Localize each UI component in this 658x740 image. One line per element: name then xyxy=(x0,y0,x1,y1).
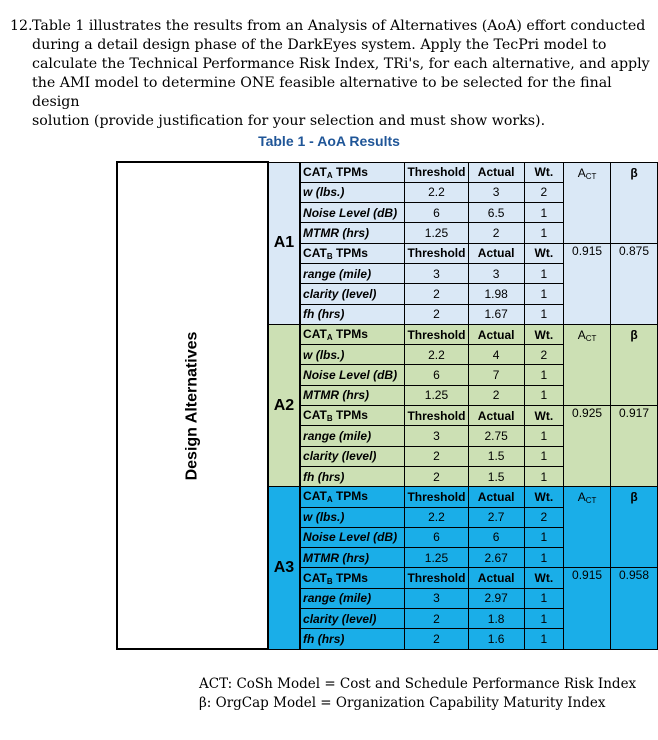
tpm-name: range (mile) xyxy=(300,263,405,283)
threshold-value: 3 xyxy=(405,263,468,283)
beta-header: β xyxy=(611,324,658,405)
question-line: calculate the Technical Performance Risk Index, TRi's, for each alternative, and apply xyxy=(32,56,650,72)
weight-value: 1 xyxy=(524,223,563,243)
question-line: during a detail design phase of the DarkEyes system. Apply the TecPri model to xyxy=(32,37,607,53)
act-header: $A_{CT}$ xyxy=(564,162,611,243)
tpm-name: fh (hrs) xyxy=(300,304,405,324)
column-header-threshold: Threshold xyxy=(405,243,468,263)
weight-value: 1 xyxy=(524,203,563,223)
column-header-threshold: Threshold xyxy=(405,568,468,588)
threshold-value: 2 xyxy=(405,446,468,466)
column-header-threshold: Threshold xyxy=(405,487,468,507)
beta-value: 0.958 xyxy=(611,568,658,649)
tpm-name: w (lbs.) xyxy=(300,345,405,365)
legend-beta: β: OrgCap Model = Organization Capability Maturity Index xyxy=(199,695,606,711)
actual-value: 6 xyxy=(468,527,524,547)
category-header: $CAT_A$ TPMs xyxy=(300,324,405,344)
threshold-value: 2.2 xyxy=(405,345,468,365)
tpm-name: clarity (level) xyxy=(300,609,405,629)
column-header-actual: Actual xyxy=(468,324,524,344)
threshold-value: 1.25 xyxy=(405,385,468,405)
question-line: the AMI model to determine ONE feasible alternative to be selected for the final design xyxy=(32,75,612,110)
column-header-actual: Actual xyxy=(468,487,524,507)
actual-value: 4 xyxy=(468,345,524,365)
threshold-value: 1.25 xyxy=(405,223,468,243)
threshold-value: 6 xyxy=(405,527,468,547)
weight-value: 1 xyxy=(524,629,563,649)
weight-value: 1 xyxy=(524,588,563,608)
actual-value: 2 xyxy=(468,385,524,405)
actual-value: 1.5 xyxy=(468,466,524,486)
weight-value: 2 xyxy=(524,182,563,202)
tpm-name: w (lbs.) xyxy=(300,182,405,202)
actual-value: 2.97 xyxy=(468,588,524,608)
category-header: $CAT_B$ TPMs xyxy=(300,568,405,588)
column-header-actual: Actual xyxy=(468,406,524,426)
beta-value: 0.917 xyxy=(611,406,658,487)
actual-value: 3 xyxy=(468,182,524,202)
threshold-value: 2 xyxy=(405,629,468,649)
column-header-wt: Wt. xyxy=(524,324,563,344)
beta-value: 0.875 xyxy=(611,243,658,324)
actual-value: 3 xyxy=(468,263,524,283)
actual-value: 1.98 xyxy=(468,284,524,304)
actual-value: 1.67 xyxy=(468,304,524,324)
tpm-name: MTMR (hrs) xyxy=(300,385,405,405)
vertical-label-text: Design Alternatives xyxy=(183,331,201,480)
beta-header: β xyxy=(611,487,658,568)
actual-value: 1.5 xyxy=(468,446,524,466)
table-row xyxy=(117,162,658,182)
beta-header: β xyxy=(611,162,658,243)
tpm-name: fh (hrs) xyxy=(300,629,405,649)
table-title: Table 1 - AoA Results xyxy=(258,133,400,149)
actual-value: 2.67 xyxy=(468,548,524,568)
weight-value: 1 xyxy=(524,466,563,486)
threshold-value: 2 xyxy=(405,466,468,486)
actual-value: 7 xyxy=(468,365,524,385)
question-line: Table 1 illustrates the results from an Analysis of Alternatives (AoA) effort conducted xyxy=(32,18,646,34)
column-header-actual: Actual xyxy=(468,162,524,182)
threshold-value: 2 xyxy=(405,304,468,324)
weight-value: 2 xyxy=(524,507,563,527)
column-header-actual: Actual xyxy=(468,243,524,263)
threshold-value: 3 xyxy=(405,588,468,608)
act-value: 0.915 xyxy=(564,243,611,324)
vertical-label xyxy=(117,162,268,649)
tpm-name: w (lbs.) xyxy=(300,507,405,527)
weight-value: 1 xyxy=(524,446,563,466)
tpm-name: Noise Level (dB) xyxy=(300,203,405,223)
column-header-wt: Wt. xyxy=(524,487,563,507)
tpm-name: MTMR (hrs) xyxy=(300,223,405,243)
column-header-wt: Wt. xyxy=(524,162,563,182)
tpm-name: Noise Level (dB) xyxy=(300,365,405,385)
act-header: $A_{CT}$ xyxy=(564,324,611,405)
actual-value: 1.8 xyxy=(468,609,524,629)
question-text xyxy=(10,17,650,131)
column-header-threshold: Threshold xyxy=(405,162,468,182)
alternative-name: A3 xyxy=(268,487,300,649)
weight-value: 1 xyxy=(524,527,563,547)
threshold-value: 2 xyxy=(405,284,468,304)
actual-value: 2.7 xyxy=(468,507,524,527)
weight-value: 2 xyxy=(524,345,563,365)
question-number: 12. xyxy=(10,18,33,34)
column-header-threshold: Threshold xyxy=(405,324,468,344)
tpm-name: Noise Level (dB) xyxy=(300,527,405,547)
question-body xyxy=(32,17,650,131)
tpm-name: clarity (level) xyxy=(300,284,405,304)
aoa-results-table xyxy=(116,161,658,650)
column-header-threshold: Threshold xyxy=(405,406,468,426)
actual-value: 6.5 xyxy=(468,203,524,223)
tpm-name: range (mile) xyxy=(300,426,405,446)
weight-value: 1 xyxy=(524,263,563,283)
threshold-value: 3 xyxy=(405,426,468,446)
category-header: $CAT_B$ TPMs xyxy=(300,406,405,426)
actual-value: 2 xyxy=(468,223,524,243)
actual-value: 2.75 xyxy=(468,426,524,446)
column-header-actual: Actual xyxy=(468,568,524,588)
alternative-name: A2 xyxy=(268,324,300,486)
category-header: $CAT_A$ TPMs xyxy=(300,162,405,182)
question-line: solution (provide justification for your selection and must show works). xyxy=(32,113,546,129)
column-header-wt: Wt. xyxy=(524,243,563,263)
tpm-name: fh (hrs) xyxy=(300,466,405,486)
weight-value: 1 xyxy=(524,365,563,385)
tpm-name: MTMR (hrs) xyxy=(300,548,405,568)
column-header-wt: Wt. xyxy=(524,406,563,426)
weight-value: 1 xyxy=(524,548,563,568)
act-header: $A_{CT}$ xyxy=(564,487,611,568)
legend-act: ACT: CoSh Model = Cost and Schedule Performance Risk Index xyxy=(199,676,637,692)
act-value: 0.915 xyxy=(564,568,611,649)
weight-value: 1 xyxy=(524,304,563,324)
weight-value: 1 xyxy=(524,609,563,629)
threshold-value: 6 xyxy=(405,365,468,385)
threshold-value: 6 xyxy=(405,203,468,223)
threshold-value: 2.2 xyxy=(405,182,468,202)
weight-value: 1 xyxy=(524,426,563,446)
column-header-wt: Wt. xyxy=(524,568,563,588)
act-value: 0.925 xyxy=(564,406,611,487)
weight-value: 1 xyxy=(524,284,563,304)
weight-value: 1 xyxy=(524,385,563,405)
tpm-name: range (mile) xyxy=(300,588,405,608)
threshold-value: 2 xyxy=(405,609,468,629)
category-header: $CAT_B$ TPMs xyxy=(300,243,405,263)
category-header: $CAT_A$ TPMs xyxy=(300,487,405,507)
actual-value: 1.6 xyxy=(468,629,524,649)
tpm-name: clarity (level) xyxy=(300,446,405,466)
alternative-name: A1 xyxy=(268,162,300,324)
threshold-value: 1.25 xyxy=(405,548,468,568)
threshold-value: 2.2 xyxy=(405,507,468,527)
